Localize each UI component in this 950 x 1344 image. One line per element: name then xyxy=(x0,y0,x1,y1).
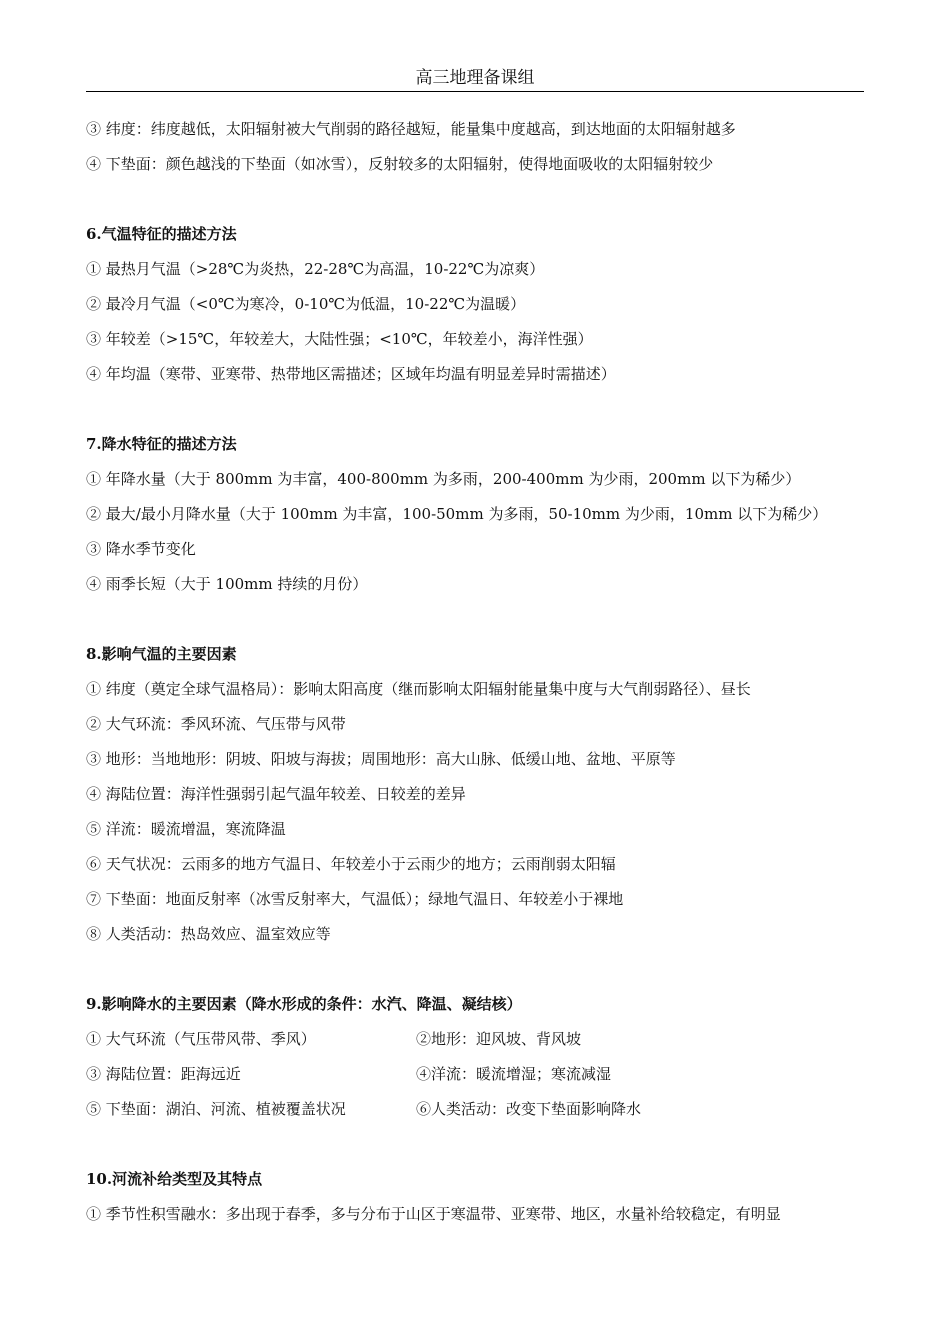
document-body xyxy=(86,112,876,1232)
text-line: ④ 海陆位置：海洋性强弱引起气温年较差、日较差的差异 xyxy=(86,785,466,803)
paragraph-gap xyxy=(86,1127,876,1162)
two-column-row xyxy=(86,1057,876,1092)
text-line: ② 大气环流：季风环流、气压带与风带 xyxy=(86,715,346,733)
text-line: ⑦ 下垫面：地面反射率（冰雪反射率大，气温低）；绿地气温日、年较差小于裸地 xyxy=(86,890,624,908)
text-cell: ① 大气环流（气压带风带、季风） xyxy=(86,1030,316,1048)
page-header-title: 高三地理备课组 xyxy=(415,68,535,88)
text-line: ④ 下垫面：颜色越浅的下垫面（如冰雪），反射较多的太阳辐射，使得地面吸收的太阳辐射较少 xyxy=(86,155,714,173)
text-line: ⑤ 洋流：暖流增温，寒流降温 xyxy=(86,820,286,838)
paragraph-gap xyxy=(86,182,876,217)
text-line: ④ 雨季长短（大于 100mm 持续的月份） xyxy=(86,575,368,593)
text-cell: ⑥人类活动：改变下垫面影响降水 xyxy=(416,1100,642,1118)
text-line: ① 最热月气温（>28℃为炎热，22-28℃为高温，10-22℃为凉爽） xyxy=(86,260,545,278)
text-line: ⑧ 人类活动：热岛效应、温室效应等 xyxy=(86,925,331,943)
text-line: ② 最冷月气温（<0℃为寒冷，0-10℃为低温，10-22℃为温暖） xyxy=(86,295,526,313)
text-cell: ⑤ 下垫面：湖泊、河流、植被覆盖状况 xyxy=(86,1100,346,1118)
text-line: ③ 年较差（>15℃，年较差大，大陆性强；<10℃，年较差小，海洋性强） xyxy=(86,330,593,348)
text-line: ① 纬度（奠定全球气温格局）：影响太阳高度（继而影响太阳辐射能量集中度与大气削弱路径）、昼长 xyxy=(86,680,751,698)
text-line: ③ 地形：当地地形：阴坡、阳坡与海拔；周围地形：高大山脉、低缓山地、盆地、平原等 xyxy=(86,750,676,768)
section-heading-8: 8.影响气温的主要因素 xyxy=(86,645,237,663)
text-line: ④ 年均温（寒带、亚寒带、热带地区需描述；区域年均温有明显差异时需描述） xyxy=(86,365,616,383)
two-column-row xyxy=(86,1092,876,1127)
paragraph-gap xyxy=(86,952,876,987)
text-line: ③ 降水季节变化 xyxy=(86,540,196,558)
text-line: ① 季节性积雪融水：多出现于春季，多与分布于山区于寒温带、亚寒带、地区，水量补给较稳定，有明显 xyxy=(86,1205,781,1223)
two-column-row xyxy=(86,1022,876,1057)
text-line: ③ 纬度：纬度越低，太阳辐射被大气削弱的路径越短，能量集中度越高，到达地面的太阳辐射越多 xyxy=(86,120,736,138)
header-divider xyxy=(86,91,864,92)
section-heading-7: 7.降水特征的描述方法 xyxy=(86,435,237,453)
text-line: ② 最大/最小月降水量（大于 100mm 为丰富，100-50mm 为多雨，50-10mm 为少雨，10mm 以下为稀少） xyxy=(86,505,828,523)
text-cell: ④洋流：暖流增湿；寒流减湿 xyxy=(416,1065,612,1083)
section-heading-10: 10.河流补给类型及其特点 xyxy=(86,1170,263,1188)
text-line: ⑥ 天气状况：云雨多的地方气温日、年较差小于云雨少的地方；云雨削弱太阳辐 xyxy=(86,855,616,873)
section-heading-9: 9.影响降水的主要因素（降水形成的条件：水汽、降温、凝结核） xyxy=(86,995,522,1013)
text-line: ① 年降水量（大于 800mm 为丰富，400-800mm 为多雨，200-400mm 为少雨，200mm 以下为稀少） xyxy=(86,470,801,488)
section-heading-6: 6.气温特征的描述方法 xyxy=(86,225,237,243)
text-cell: ③ 海陆位置：距海远近 xyxy=(86,1065,241,1083)
text-cell: ②地形：迎风坡、背风坡 xyxy=(416,1030,582,1048)
paragraph-gap xyxy=(86,392,876,427)
paragraph-gap xyxy=(86,602,876,637)
